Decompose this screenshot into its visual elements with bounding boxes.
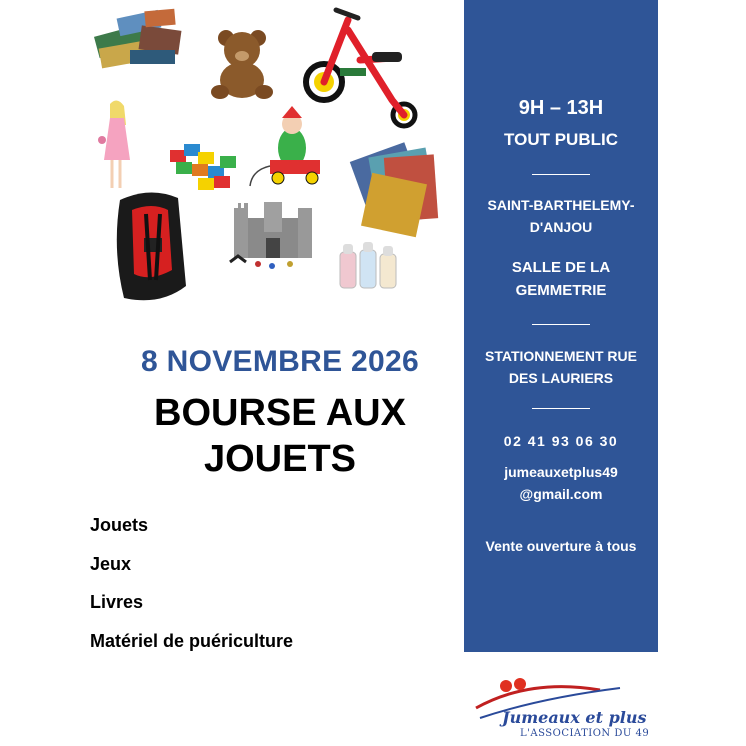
items-list: [90, 515, 293, 669]
parking: STATIONNEMENT RUE DES LAURIERS: [485, 348, 637, 386]
note: Vente ouverture à tous: [485, 538, 637, 554]
doll-icon: [98, 100, 130, 188]
tricycle-icon: [306, 10, 415, 126]
separator: [532, 324, 590, 325]
list-item: Jeux: [90, 553, 132, 574]
email[interactable]: jumeauxetplus49 @gmail.com: [504, 464, 618, 502]
baby-bottles-icon: [340, 242, 396, 288]
logo-subtitle: L'ASSOCIATION DU 49: [520, 728, 650, 739]
phone: 02 41 93 06 30: [503, 433, 619, 449]
audience: TOUT PUBLIC: [504, 130, 618, 149]
hours: 9H – 13H: [518, 97, 604, 119]
pull-toy-icon: [250, 106, 320, 186]
toy-castle-icon: [230, 202, 312, 269]
teddy-bear-icon: [211, 30, 273, 99]
venue: SALLE DE LA GEMMETRIE: [511, 259, 611, 299]
event-date: 8 NOVEMBRE 2026: [141, 345, 419, 378]
list-item: Matériel de puériculture: [90, 630, 294, 651]
city: SAINT-BARTHELEMY-D'ANJOU: [487, 197, 635, 235]
building-blocks-icon: [170, 144, 236, 190]
event-title: BOURSE AUX JOUETS: [154, 392, 406, 480]
separator: [532, 408, 590, 409]
info-panel: [464, 0, 658, 652]
separator: [532, 174, 590, 175]
board-games-icon: [94, 9, 181, 69]
picture-books-icon: [350, 142, 438, 237]
car-seat-icon: [117, 192, 186, 300]
logo-name: Jumeaux et plus: [502, 708, 647, 727]
toy-illustrations: [0, 0, 460, 340]
list-item: Jouets: [90, 515, 149, 535]
list-item: Livres: [90, 592, 144, 612]
